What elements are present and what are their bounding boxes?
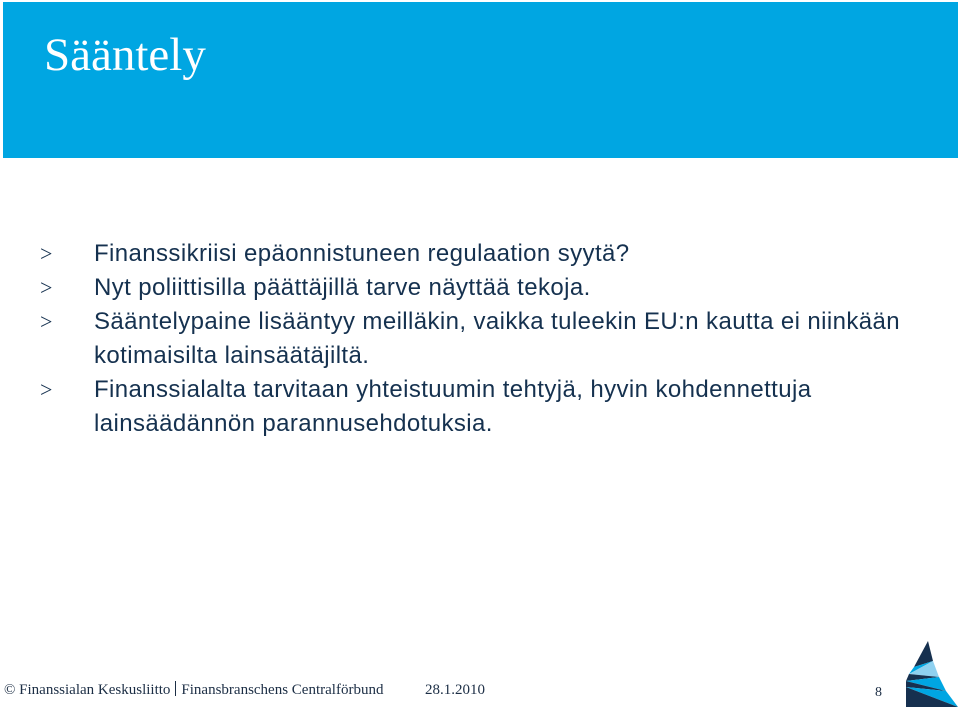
bullet-list xyxy=(40,237,920,441)
footer-divider xyxy=(175,681,176,696)
bullet-item xyxy=(40,373,920,441)
bullet-item xyxy=(40,237,920,271)
footer-org-fi: Finanssialan Keskusliitto xyxy=(19,682,171,698)
bullet-marker: > xyxy=(40,377,53,402)
bullet-marker: > xyxy=(40,309,53,334)
footer-date: 28.1.2010 xyxy=(425,682,485,698)
bullet-item xyxy=(40,305,920,373)
bullet-marker: > xyxy=(40,241,53,266)
bullet-text: Nyt poliittisilla päättäjillä tarve näyttää tekoja. xyxy=(94,274,591,301)
slide-title: Sääntely xyxy=(44,29,206,81)
bullet-text: Sääntelypaine lisääntyy meilläkin, vaikka tuleekin EU:n kautta ei niinkään kotimaisilta lainsäätäjiltä. xyxy=(94,308,901,369)
pyramid-logo-icon xyxy=(906,641,958,707)
footer-org-sv: Finansbranschens Centralförbund xyxy=(181,682,384,698)
page-number: 8 xyxy=(875,685,882,700)
bullet-marker: > xyxy=(40,275,53,300)
footer-organization xyxy=(4,680,383,700)
title-banner xyxy=(3,2,958,158)
bullet-item xyxy=(40,271,920,305)
bullet-text: Finanssikriisi epäonnistuneen regulaation syytä? xyxy=(94,240,630,267)
copyright-symbol: © xyxy=(4,682,16,698)
bullet-text: Finanssialalta tarvitaan yhteistuumin tehtyjä, hyvin kohdennettuja lainsäädännön parannusehdotuksia. xyxy=(94,376,812,437)
